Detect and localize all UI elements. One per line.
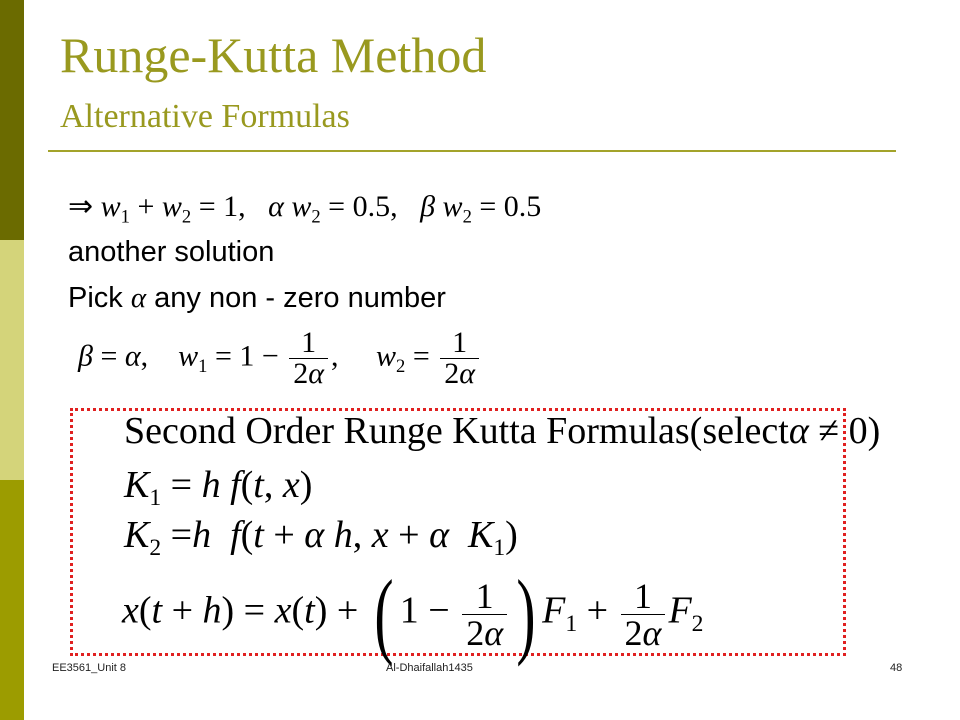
sidebar-decoration	[0, 0, 24, 720]
slide-title: Runge-Kutta Method	[60, 27, 487, 83]
equation-line-1: ⇒ $w_1 + w_2 = 1$, α $w_2 = 0.5$, β $w_2 = 0.5$	[68, 190, 542, 228]
k2-formula: $K_2 =h$ f(t + α h, x + α $K_1$)	[124, 514, 518, 562]
equation-line-3: Pick α any non - zero number	[68, 282, 446, 314]
footer-course: EE3561_Unit 8	[52, 662, 126, 674]
sidebar-segment-top	[0, 0, 24, 240]
equation-line-2: another solution	[68, 236, 275, 268]
title-divider	[48, 150, 896, 152]
sidebar-segment-bottom	[0, 480, 24, 720]
footer-author: Al-Dhaifallah1435	[386, 662, 473, 674]
boxed-heading: Second Order Runge Kutta Formulas(selectα ≠ 0)	[124, 410, 881, 452]
fraction: $\frac{1}{2\alpha}$	[289, 328, 328, 389]
update-formula: x(t + h) = x(t) + ( 1 − $\frac{1}{2\alpha}$ ) $F_1$ + $\frac{1}{2\alpha}$ $F_2$	[122, 560, 704, 667]
sidebar-segment-middle	[0, 240, 24, 480]
k1-formula: $K_1 = h$ f(t, x)	[124, 464, 313, 512]
slide-subtitle: Alternative Formulas	[60, 98, 350, 135]
fraction: $\frac{1}{2\alpha}$	[440, 328, 479, 389]
fraction: $\frac{1}{2\alpha}$	[621, 578, 666, 651]
page-number: 48	[890, 662, 903, 674]
fraction: $\frac{1}{2\alpha}$	[462, 578, 507, 651]
equation-line-4: β = α, $w_1 = 1$ − $\frac{1}{2\alpha}$ , $w_2$ = $\frac{1}{2\alpha}$	[78, 328, 482, 389]
